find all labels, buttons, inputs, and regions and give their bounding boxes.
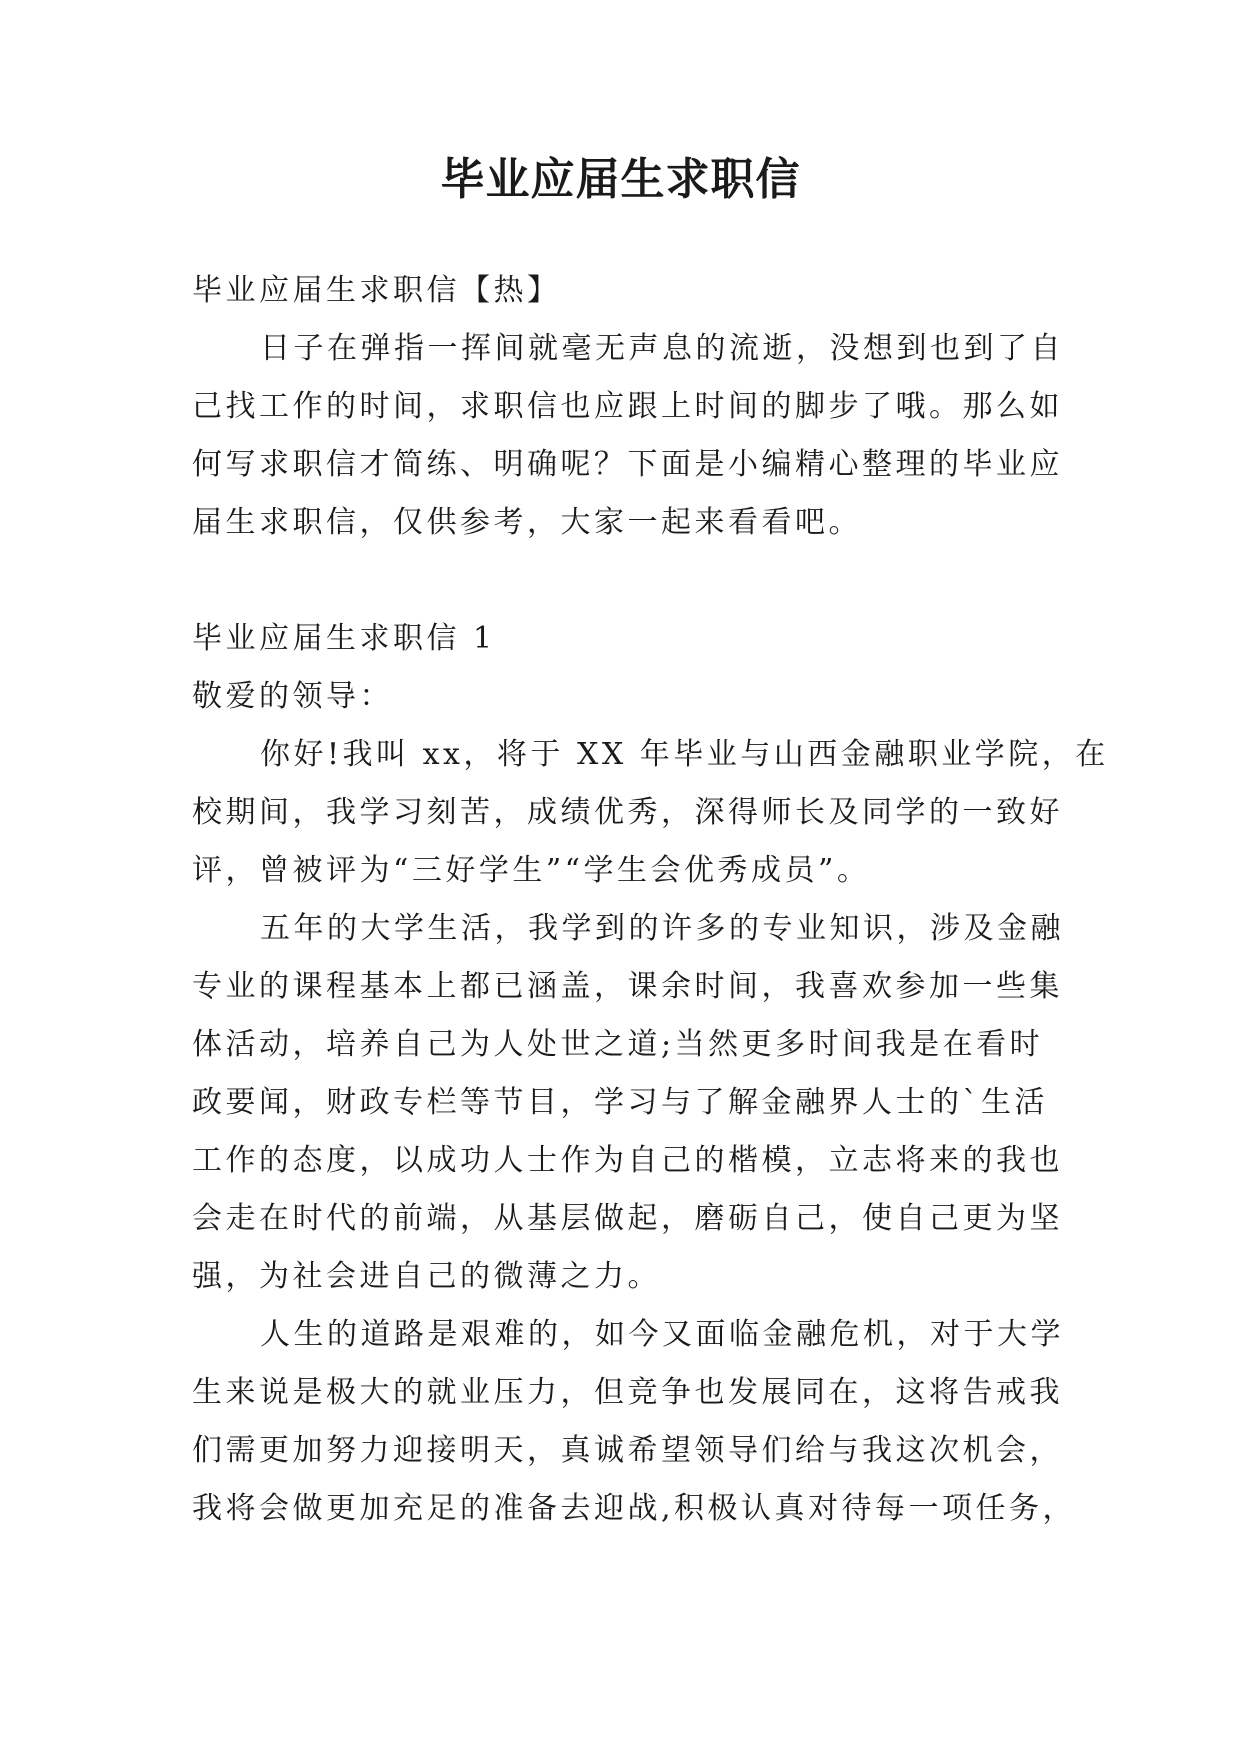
text-line: 日子在弹指一挥间就毫无声息的流逝，没想到也到了自 [260,331,1064,366]
intro-paragraph [192,320,1064,552]
blank-line [192,552,1060,610]
text-line: 专业的课程基本上都已涵盖，课余时间，我喜欢参加一些集 [192,969,1063,1004]
salutation: 敬爱的领导： [192,679,393,714]
text-line: 校期间，我学习刻苦，成绩优秀，深得师长及同学的一致好 [192,795,1063,830]
text-line: 政要闻，财政专栏等节目，学习与了解金融界人士的`生活 [192,1085,1048,1120]
letter-heading: 毕业应届生求职信 1 [192,621,496,656]
text-line: 我将会做更加充足的准备去迎战,积极认真对待每一项任务， [192,1491,1077,1526]
text-line: 强，为社会进自己的微薄之力。 [192,1259,661,1294]
text-line: 何写求职信才简练、明确呢？下面是小编精心整理的毕业应 [192,447,1063,482]
text-line: 们需更加努力迎接明天，真诚希望领导们给与我这次机会， [192,1433,1063,1468]
document-subtitle: 毕业应届生求职信【热】 [192,273,561,308]
paragraph-3 [192,1306,1077,1538]
text-line: 你好!我叫 xx，将于 XX 年毕业与山西金融职业学院，在 [260,737,1109,772]
text-line: 工作的态度，以成功人士作为自己的楷模，立志将来的我也 [192,1143,1063,1178]
text-line: 己找工作的时间，求职信也应跟上时间的脚步了哦。那么如 [192,389,1063,424]
text-line: 体活动，培养自己为人处世之道;当然更多时间我是在看时 [192,1027,1044,1062]
text-line: 届生求职信，仅供参考，大家一起来看看吧。 [192,505,862,540]
text-line: 会走在时代的前端，从基层做起，磨砺自己，使自己更为坚 [192,1201,1063,1236]
paragraph-1 [192,726,1109,900]
document-title: 毕业应届生求职信 [440,154,801,205]
paragraph-2 [192,900,1064,1306]
text-line: 生来说是极大的就业压力，但竞争也发展同在，这将告戒我 [192,1375,1063,1410]
text-line: 人生的道路是艰难的，如今又面临金融危机，对于大学 [260,1317,1064,1352]
text-line: 五年的大学生活，我学到的许多的专业知识，涉及金融 [260,911,1064,946]
text-line: 评，曾被评为“三好学生”“学生会优秀成员”。 [192,853,871,888]
document-body [192,262,1109,1538]
